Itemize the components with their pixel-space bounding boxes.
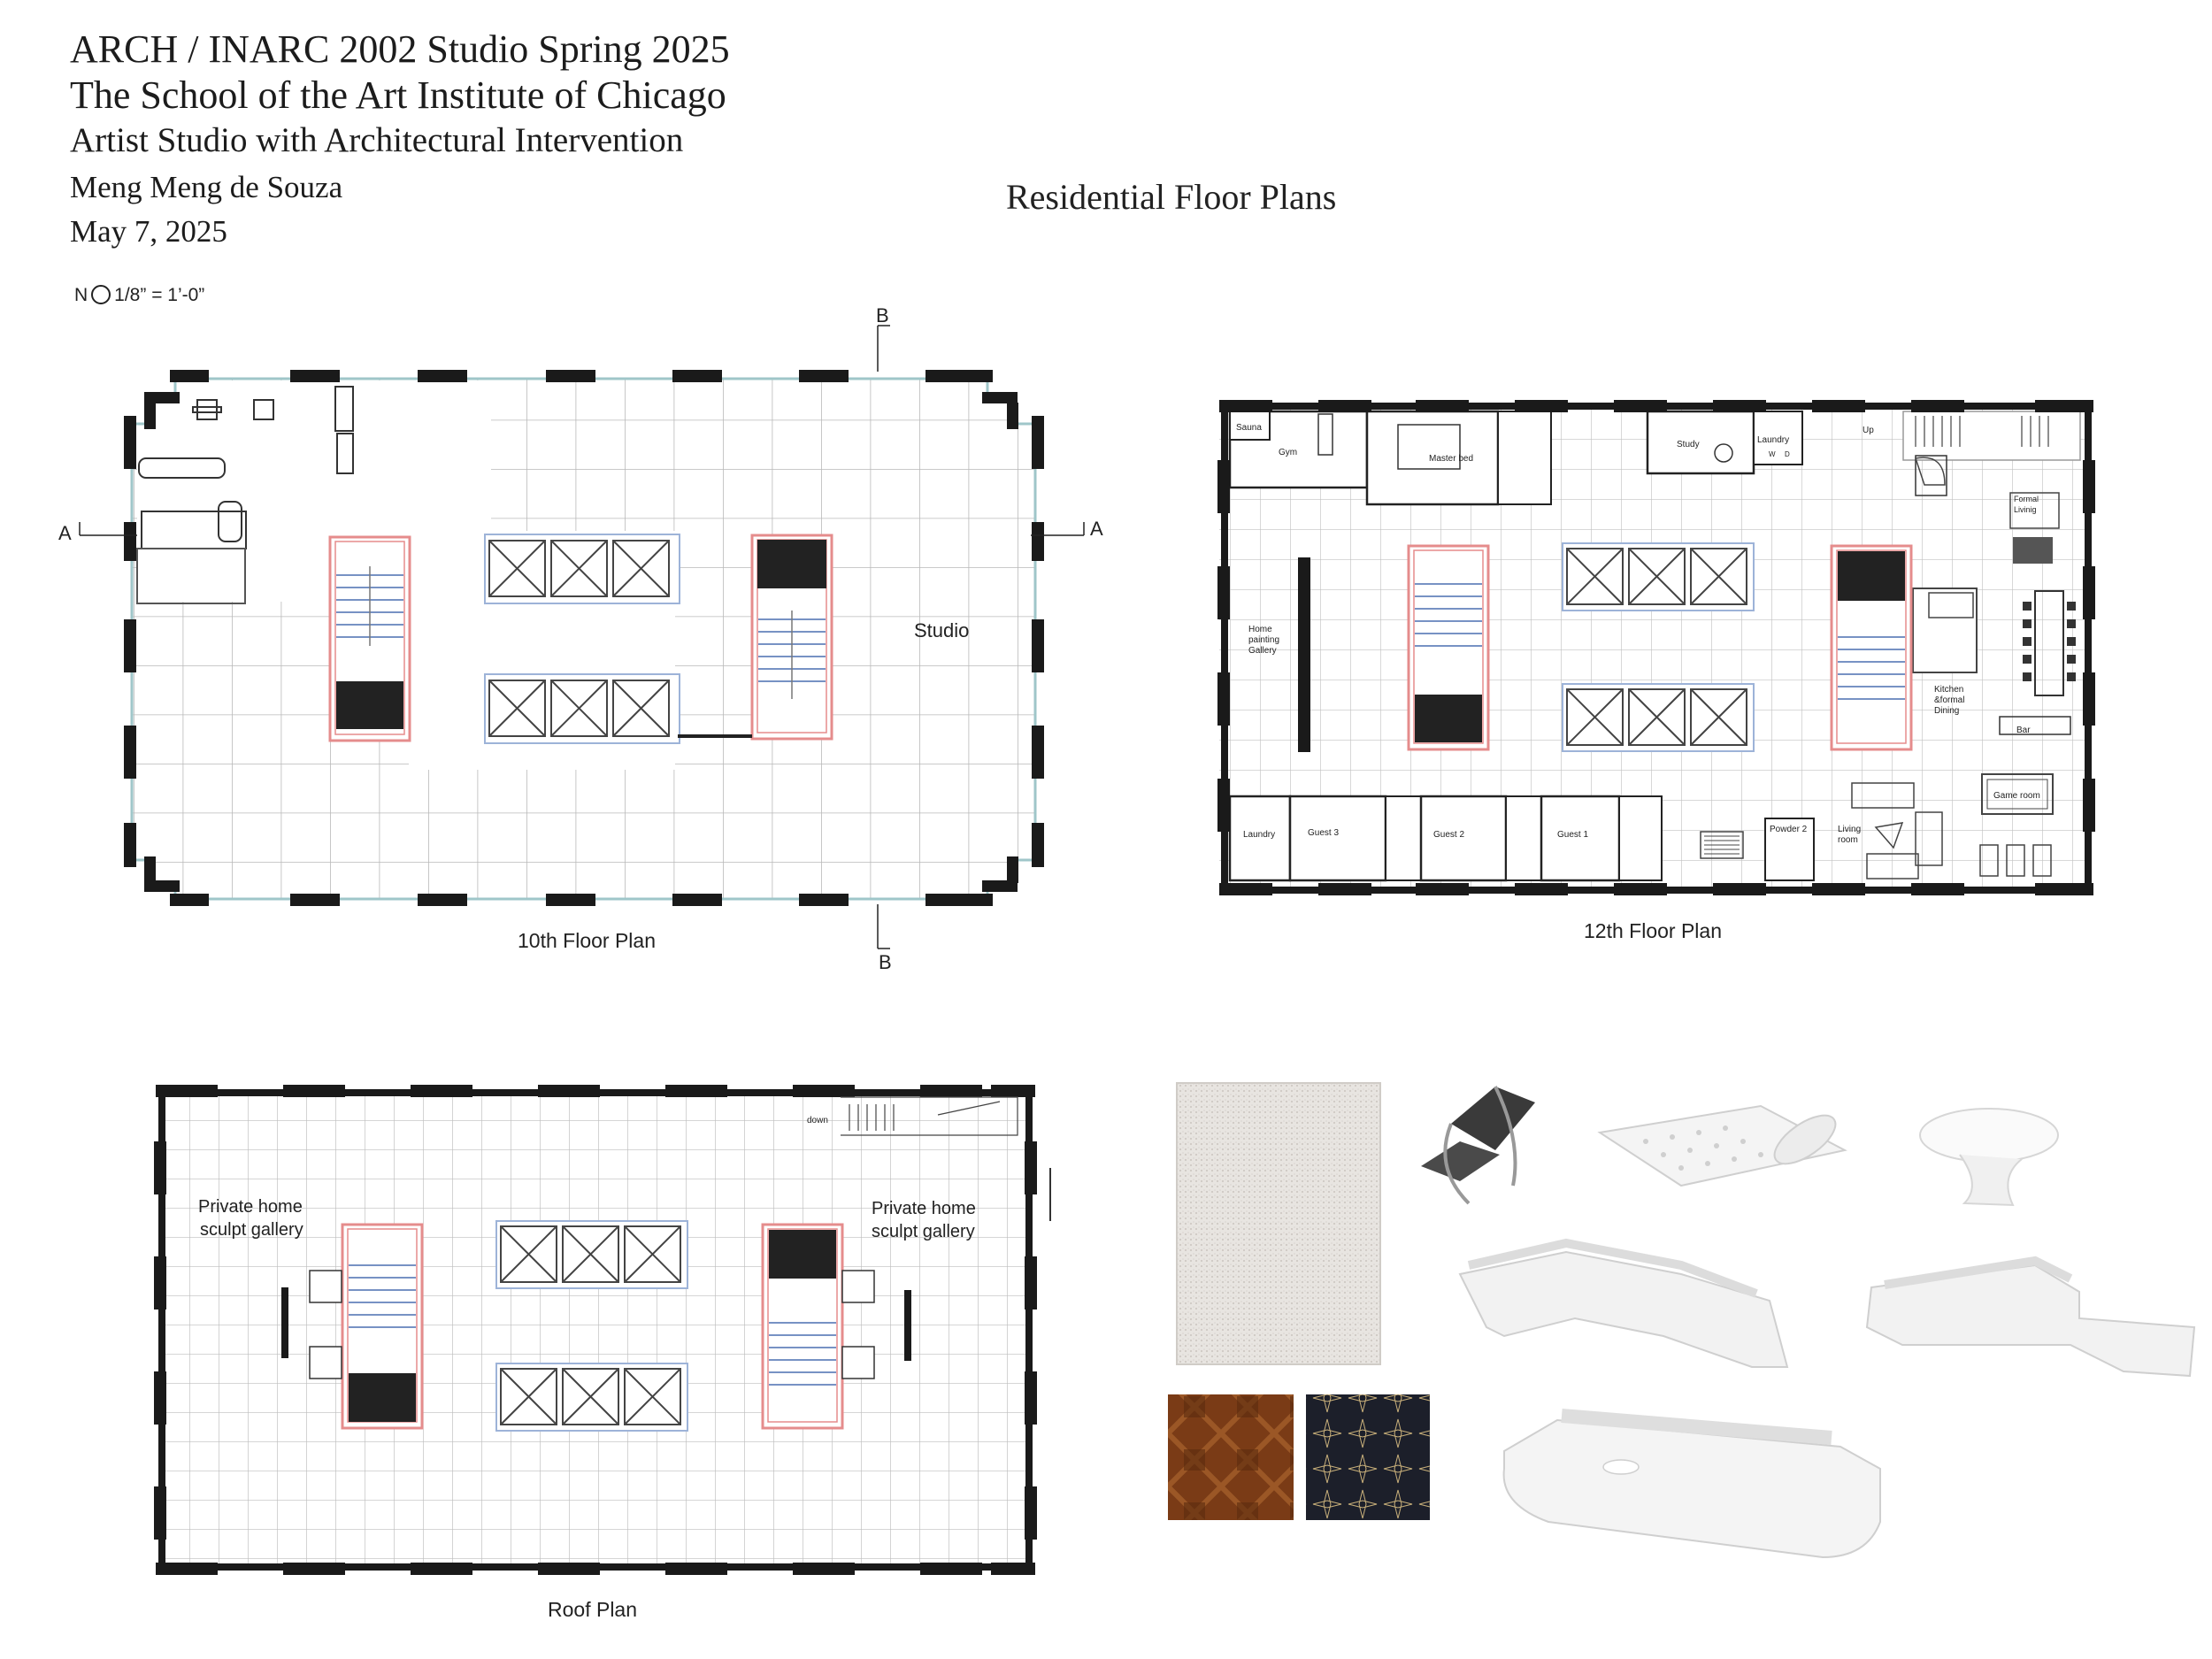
plan10-elevators-bottom xyxy=(485,674,680,743)
star-tile-swatch xyxy=(1306,1394,1430,1520)
side-table-icon xyxy=(1920,1109,2058,1205)
author-name: Meng Meng de Souza xyxy=(70,170,343,204)
date: May 7, 2025 xyxy=(70,214,227,249)
room-studio: Studio xyxy=(914,619,970,641)
room-kitchen-2: &formal xyxy=(1934,695,1965,705)
roof-gallery-right-2: sculpt gallery xyxy=(872,1222,975,1241)
section-a-right: A xyxy=(1090,518,1103,540)
lounge-chair-icon xyxy=(1421,1087,1535,1203)
room-formal-living-2: Livinig xyxy=(2014,505,2037,514)
plan10-caption: 10th Floor Plan xyxy=(518,929,656,952)
project-title: Artist Studio with Architectural Intervention xyxy=(70,121,684,159)
plan-12th-floor xyxy=(1217,400,2095,895)
room-powder2: Powder 2 xyxy=(1770,825,1808,834)
plan10-stair-core-right xyxy=(752,535,832,739)
section-b-bottom: B xyxy=(879,951,892,973)
room-guest1: Guest 1 xyxy=(1557,830,1589,840)
room-home-painting-1: Home xyxy=(1248,625,1272,634)
roof-gallery-right-1: Private home xyxy=(872,1199,976,1218)
room-up: Up xyxy=(1863,426,1874,435)
room-master-bed: Master bed xyxy=(1429,454,1474,464)
room-home-painting-2: painting xyxy=(1248,635,1280,645)
materials-board xyxy=(1168,1083,2194,1557)
roof-floor xyxy=(160,1091,1031,1569)
room-kitchen-3: Dining xyxy=(1934,706,1960,716)
room-formal-living-1: Formal xyxy=(2014,495,2039,503)
curved-sofa-icon xyxy=(1504,1416,1880,1557)
room-living-1: Living xyxy=(1838,825,1862,834)
daybed-icon xyxy=(1600,1106,1845,1186)
course-title: ARCH / INARC 2002 Studio Spring 2025 xyxy=(70,27,730,71)
wood-parquet-swatch xyxy=(1168,1394,1294,1520)
l-sofa-icon xyxy=(1867,1261,2194,1376)
room-laundry-top: Laundry xyxy=(1757,435,1790,445)
room-study: Study xyxy=(1677,440,1700,449)
room-guest3: Guest 3 xyxy=(1308,828,1340,838)
roof-gallery-left-1: Private home xyxy=(198,1197,303,1217)
plan-roof xyxy=(154,1085,1050,1575)
north-label: N xyxy=(74,285,88,305)
room-living-2: room xyxy=(1838,835,1858,845)
section-b-top: B xyxy=(876,304,889,326)
roof-caption: Roof Plan xyxy=(548,1598,638,1621)
room-kitchen-1: Kitchen xyxy=(1934,685,1964,695)
rug-swatch xyxy=(1177,1083,1380,1364)
room-home-painting-3: Gallery xyxy=(1248,646,1277,656)
room-bar: Bar xyxy=(2016,726,2031,735)
room-sauna: Sauna xyxy=(1236,423,1262,433)
room-gym: Gym xyxy=(1279,448,1298,457)
section-a-left: A xyxy=(58,522,72,544)
roof-gallery-left-2: sculpt gallery xyxy=(200,1220,303,1240)
sectional-sofa-icon xyxy=(1460,1243,1787,1367)
plan10-elevators-top xyxy=(485,534,680,603)
room-dryer: D xyxy=(1785,450,1790,458)
plan-10th-floor xyxy=(58,304,1103,973)
plan10-stair-core-left xyxy=(330,537,410,741)
school-name: The School of the Art Institute of Chicago xyxy=(70,73,726,117)
room-washer: W xyxy=(1769,450,1776,458)
roof-stair-down: down xyxy=(807,1116,828,1125)
scale-text: 1/8” = 1’-0” xyxy=(114,285,205,305)
room-laundry-bottom: Laundry xyxy=(1243,830,1276,840)
room-game-room: Game room xyxy=(1993,791,2040,801)
room-guest2: Guest 2 xyxy=(1433,830,1465,840)
sheet-title: Residential Floor Plans xyxy=(1006,177,1337,217)
plan12-caption: 12th Floor Plan xyxy=(1584,919,1722,942)
